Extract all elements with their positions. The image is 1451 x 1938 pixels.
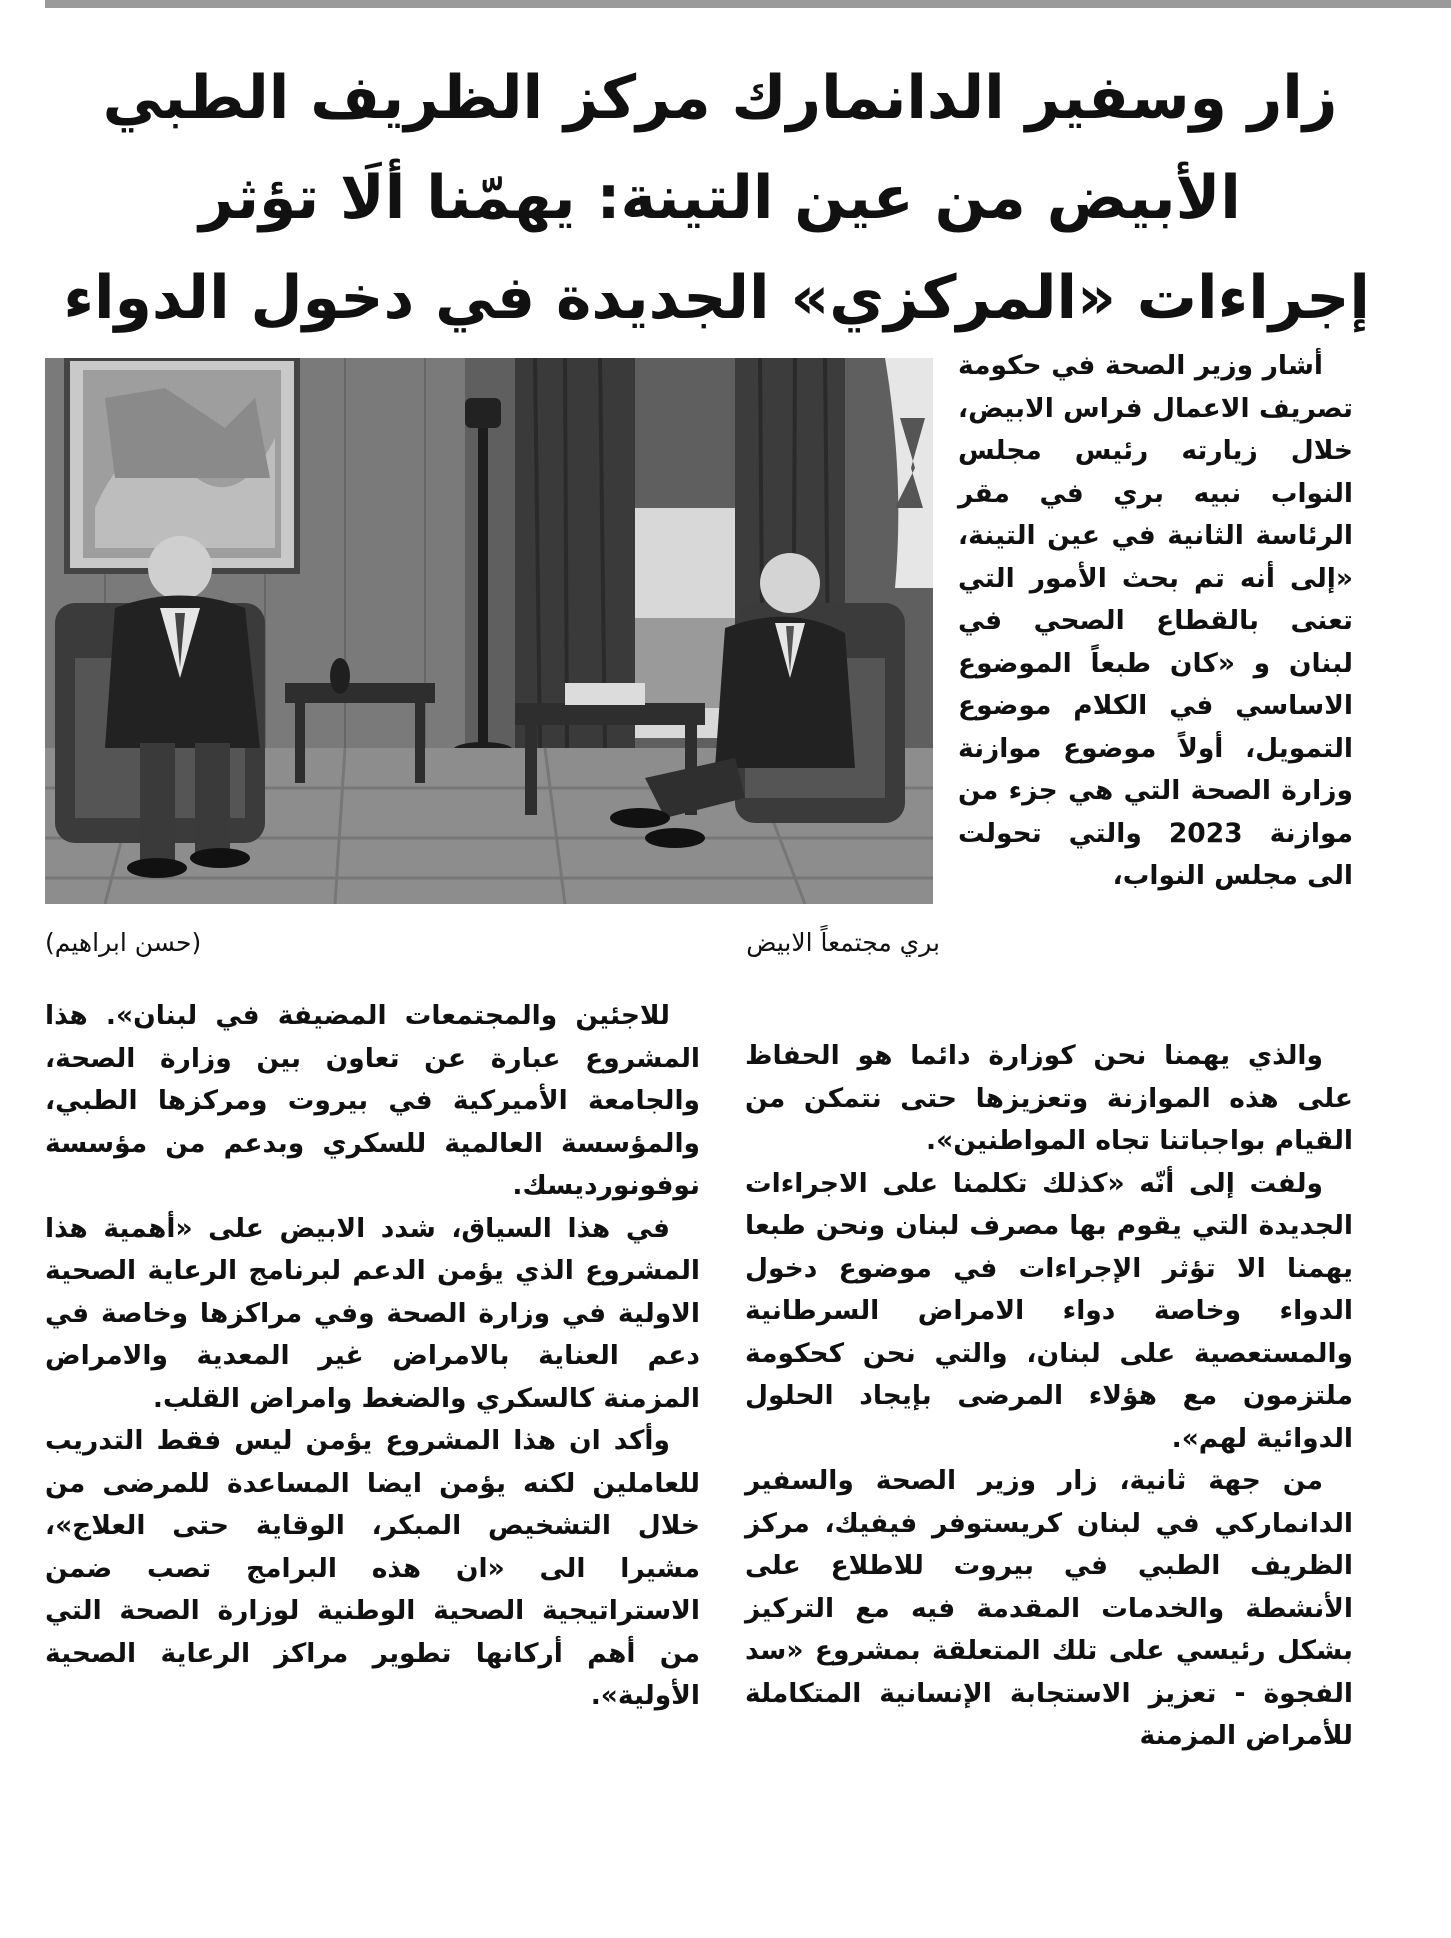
article-paragraph: في هذا السياق، شدد الابيض على «أهمية هذا المشروع الذي يؤمن الدعم لبرنامج الرعاية الصحية الاولية في وزارة الصحة وفي مراكزها وخاصة في دعم العناية بالامراض غير المعدية والامراض المزمنة كالسكري والضغط وامراض القلب. bbox=[45, 1212, 700, 1414]
photo-caption: بري مجتمعاً الابيض bbox=[746, 928, 940, 957]
article-paragraph: وأكد ان هذا المشروع يؤمن ليس فقط التدريب للعاملين لكنه يؤمن ايضا المساعدة للمرضى من خلال التشخيص المبكر، الوقاية حتى العلاج»، مشيرا الى «ان هذه البرامج تصب ضمن الاستراتيجية الصحية الوطنية لوزارة الصحة التي من أهم أركانها تطوير مراكز الرعاية الصحية الأولية». bbox=[45, 1425, 700, 1711]
article-paragraph: من جهة ثانية، زار وزير الصحة والسفير الدانماركي في لبنان كريستوفر فيفيك، مركز الظريف الطبي في بيروت للاطلاع على الأنشطة والخدمات المقدمة فيه مع التركيز بشكل رئيسي على تلك المتعلقة بمشروع «سد الفجوة - تعزيز الاستجابة الإنسانية المتكاملة للأمراض المزمنة bbox=[745, 1465, 1353, 1751]
headline bbox=[63, 48, 1370, 348]
headline-line-2: الأبيض من عين التينة: يهمّنا ألَا تؤثر bbox=[199, 163, 1241, 233]
photo-credit: (حسن ابراهيم) bbox=[45, 928, 202, 957]
article-column-right-top bbox=[958, 345, 1353, 898]
top-rule bbox=[45, 0, 1451, 8]
article-column-left bbox=[45, 995, 700, 1718]
article-paragraph: والذي يهمنا نحن كوزارة دائما هو الحفاظ على هذه الموازنة وتعزيزها حتى نتمكن من القيام بواجباتنا تجاه المواطنين». bbox=[745, 1040, 1353, 1156]
meeting-photo-illustration bbox=[45, 358, 933, 904]
headline-line-3: إجراءات «المركزي» الجديدة في دخول الدواء bbox=[63, 263, 1370, 333]
article-paragraph: ولفت إلى أنّه «كذلك تكلمنا على الاجراءات الجديدة التي يقوم بها مصرف لبنان ونحن طبعا يهمنا الا تؤثر الإجراءات في موضوع دخول الدواء وخاصة دواء الامراض السرطانية والمستعصية على لبنان، والتي نحن كحكومة ملتزمون مع هؤلاء المرضى بإيجاد الحلول الدوائية لهم». bbox=[745, 1167, 1353, 1454]
article-paragraph: أشار وزير الصحة في حكومة تصريف الاعمال فراس الابيض، خلال زيارته رئيس مجلس النواب نبيه بري في مقر الرئاسة الثانية في عين التينة، «إلى أنه تم بحث الأمور التي تعنى بالقطاع الصحي في لبنان و «كان طبعاً الموضوع الاساسي في الكلام موضوع التمويل، أولاً موضوع موازنة وزارة الصحة التي هي جزء من موازنة 2023 والتي تحولت الى مجلس النواب، bbox=[958, 350, 1353, 891]
headline-line-1: زار وسفير الدانمارك مركز الظريف الطبي bbox=[102, 63, 1338, 133]
article-column-right-bottom bbox=[745, 1035, 1353, 1758]
article-paragraph: للاجئين والمجتمعات المضيفة في لبنان». هذا المشروع عبارة عن تعاون بين وزارة الصحة، والجامعة الأميركية في بيروت ومركزها الطبي، والمؤسسة العالمية للسكري وبدعم من مؤسسة نوفونورديسك. bbox=[45, 1000, 700, 1201]
news-photo bbox=[45, 358, 933, 904]
